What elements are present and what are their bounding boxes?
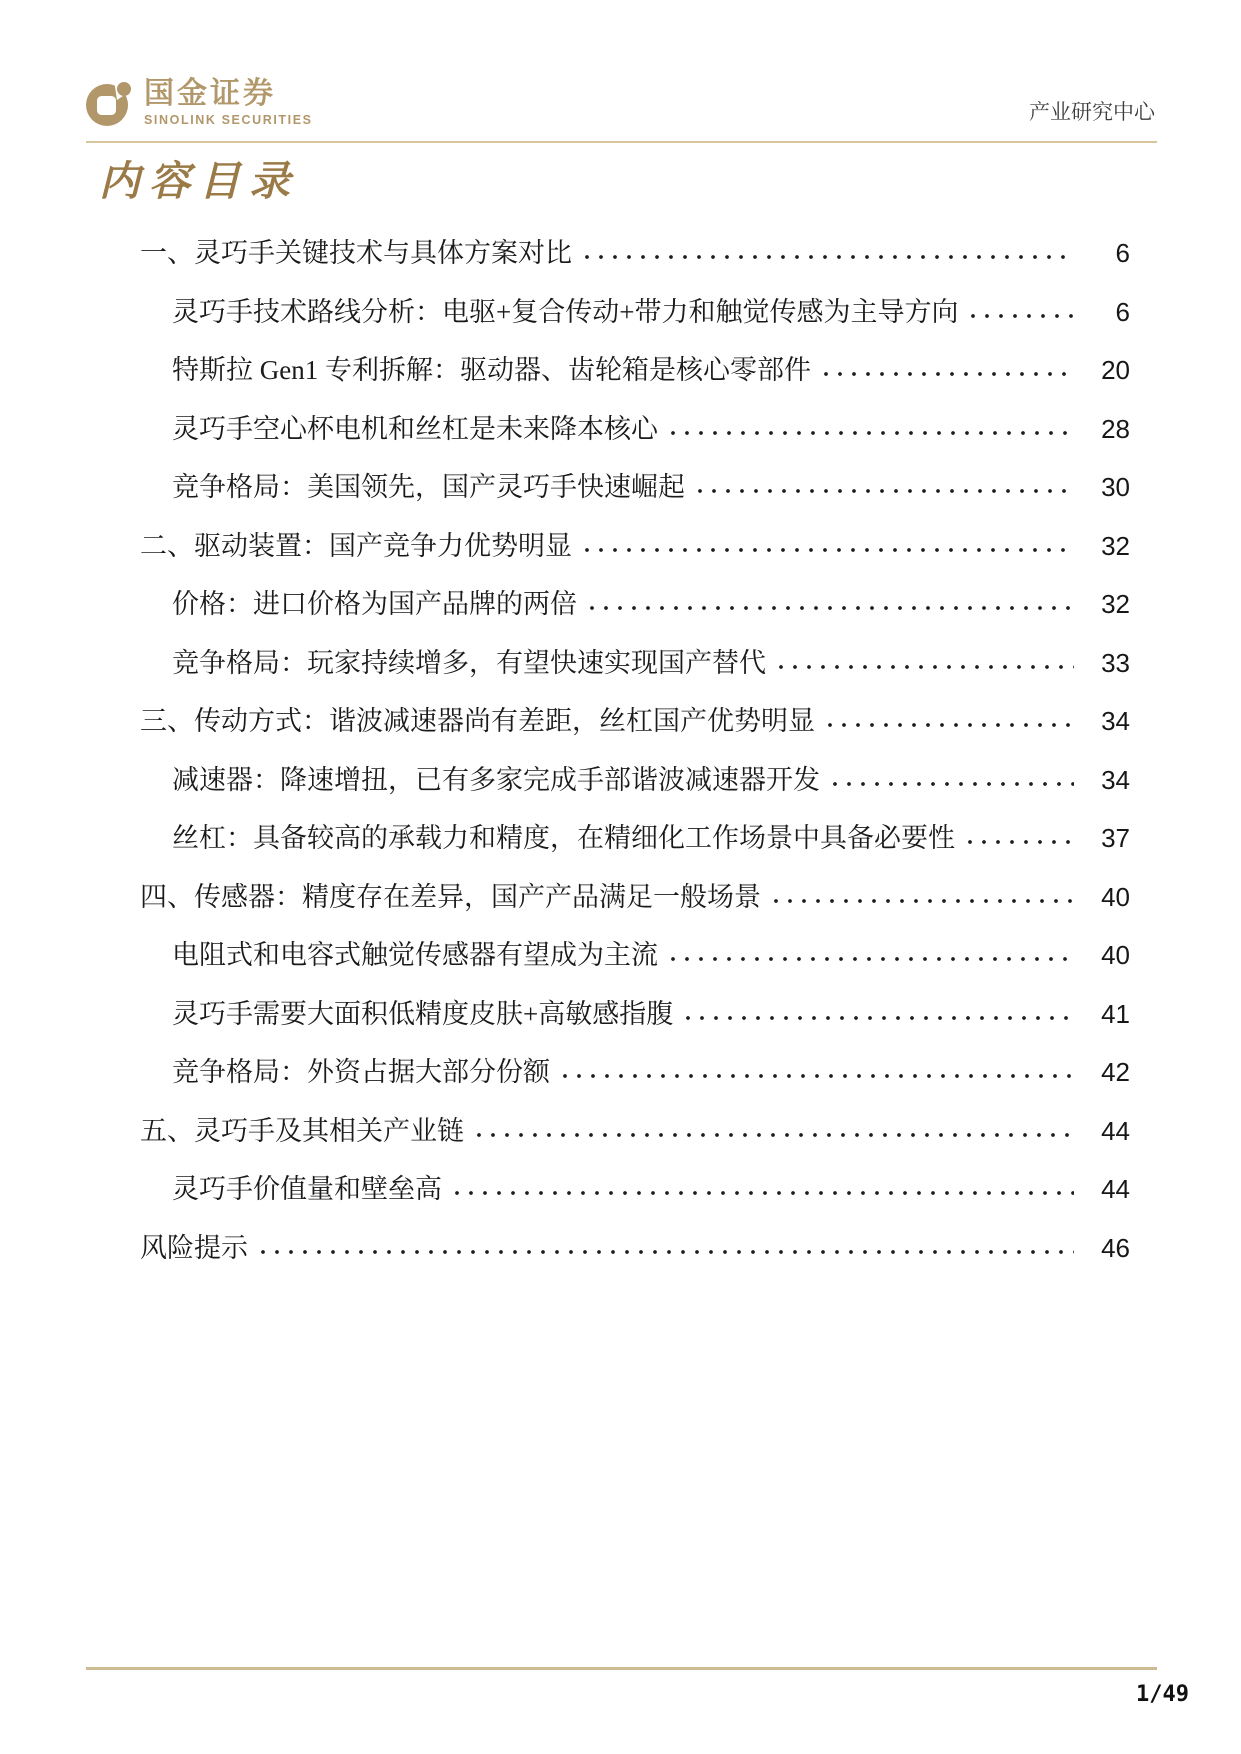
toc-entry[interactable] bbox=[140, 853, 1130, 912]
toc-entry-label: 电阻式和电容式触觉传感器有望成为主流 bbox=[172, 940, 658, 970]
toc-entry-page: 34 bbox=[1101, 764, 1130, 795]
toc-entry-label: 特斯拉 Gen1 专利拆解：驱动器、齿轮箱是核心零部件 bbox=[172, 355, 811, 385]
toc-entry-label: 四、传感器：精度存在差异，国产产品满足一般场景 bbox=[140, 881, 761, 912]
toc-entry[interactable] bbox=[140, 1145, 1130, 1204]
toc-entry[interactable] bbox=[140, 677, 1130, 736]
toc-entry[interactable] bbox=[140, 911, 1130, 970]
toc-entry[interactable] bbox=[140, 1204, 1130, 1263]
footer-divider bbox=[86, 1667, 1157, 1670]
toc-entry-page: 46 bbox=[1101, 1232, 1130, 1263]
dot-leader bbox=[693, 469, 1074, 496]
toc-entry-page: 32 bbox=[1101, 530, 1130, 561]
dot-leader bbox=[769, 879, 1074, 906]
toc-entry-page: 20 bbox=[1101, 355, 1130, 385]
dot-leader bbox=[580, 235, 1074, 262]
toc-entry-page: 32 bbox=[1101, 589, 1130, 619]
toc-entry-page: 28 bbox=[1101, 413, 1130, 444]
toc-entry-page: 41 bbox=[1101, 998, 1130, 1029]
department-label: 产业研究中心 bbox=[1029, 101, 1155, 124]
toc-title: 内容目录 bbox=[99, 158, 299, 204]
dot-leader bbox=[666, 937, 1074, 964]
toc-entry-label: 三、传动方式：谐波减速器尚有差距，丝杠国产优势明显 bbox=[140, 706, 815, 736]
toc-entry[interactable] bbox=[140, 326, 1130, 385]
dot-leader bbox=[828, 762, 1074, 789]
dot-leader bbox=[963, 820, 1074, 847]
page-header bbox=[84, 78, 1155, 134]
brand-name-en: SINOLINK SECURITIES bbox=[144, 113, 313, 128]
toc-entry-page: 44 bbox=[1101, 1174, 1130, 1204]
toc-entry-page: 33 bbox=[1101, 647, 1130, 678]
toc-entry-label: 灵巧手需要大面积低精度皮肤+高敏感指腹 bbox=[172, 998, 674, 1029]
toc-entry-label: 风险提示 bbox=[140, 1232, 248, 1263]
toc-entry[interactable] bbox=[140, 619, 1130, 678]
header-divider bbox=[86, 141, 1157, 143]
toc-entry-label: 灵巧手价值量和壁垒高 bbox=[172, 1174, 442, 1204]
dot-leader bbox=[585, 586, 1074, 613]
toc-entry[interactable] bbox=[140, 1028, 1130, 1087]
toc-entry-label: 竞争格局：外资占据大部分份额 bbox=[172, 1057, 550, 1087]
dot-leader bbox=[256, 1230, 1074, 1257]
dot-leader bbox=[450, 1171, 1074, 1198]
toc-entry[interactable] bbox=[140, 736, 1130, 795]
brand-text bbox=[144, 79, 313, 127]
toc-entry[interactable] bbox=[140, 794, 1130, 853]
toc-entry-page: 34 bbox=[1101, 706, 1130, 736]
toc-entry-page: 42 bbox=[1101, 1057, 1130, 1087]
toc-entry-page: 37 bbox=[1101, 823, 1130, 853]
toc-entry-label: 二、驱动装置：国产竞争力优势明显 bbox=[140, 530, 572, 561]
toc-entry-label: 价格：进口价格为国产品牌的两倍 bbox=[172, 589, 577, 619]
toc-entry-page: 6 bbox=[1115, 238, 1130, 268]
dot-leader bbox=[823, 703, 1074, 730]
toc-entry-label: 丝杠：具备较高的承载力和精度，在精细化工作场景中具备必要性 bbox=[172, 823, 955, 853]
dot-leader bbox=[472, 1113, 1074, 1140]
toc-entry-label: 竞争格局：美国领先，国产灵巧手快速崛起 bbox=[172, 472, 685, 502]
toc-entry[interactable] bbox=[140, 970, 1130, 1029]
toc-entry[interactable] bbox=[140, 502, 1130, 561]
toc-entry-page: 6 bbox=[1115, 296, 1130, 327]
toc-entry-label: 灵巧手空心杯电机和丝杠是未来降本核心 bbox=[172, 413, 658, 444]
toc-entry-label: 一、灵巧手关键技术与具体方案对比 bbox=[140, 238, 572, 268]
toc-entry[interactable] bbox=[140, 560, 1130, 619]
toc-entry-label: 五、灵巧手及其相关产业链 bbox=[140, 1115, 464, 1146]
toc-entry[interactable] bbox=[140, 443, 1130, 502]
brand-name-cn: 国金证券 bbox=[144, 77, 276, 111]
dot-leader bbox=[666, 411, 1074, 438]
toc-entry-label: 灵巧手技术路线分析：电驱+复合传动+带力和触觉传感为主导方向 bbox=[172, 296, 959, 327]
dot-leader bbox=[966, 294, 1074, 321]
toc-list bbox=[140, 209, 1130, 1262]
dot-leader bbox=[580, 528, 1074, 555]
toc-entry-page: 44 bbox=[1101, 1115, 1130, 1146]
dot-leader bbox=[681, 996, 1074, 1023]
dot-leader bbox=[774, 645, 1074, 672]
toc-entry-label: 竞争格局：玩家持续增多，有望快速实现国产替代 bbox=[172, 647, 766, 678]
dot-leader bbox=[558, 1054, 1074, 1081]
toc-entry[interactable] bbox=[140, 385, 1130, 444]
page-number: 1/49 bbox=[1136, 1682, 1189, 1707]
toc-entry[interactable] bbox=[140, 1087, 1130, 1146]
toc-entry-page: 40 bbox=[1101, 881, 1130, 912]
sinolink-logo-icon bbox=[84, 78, 134, 128]
toc-entry[interactable] bbox=[140, 209, 1130, 268]
brand-logo bbox=[84, 78, 313, 128]
dot-leader bbox=[819, 352, 1074, 379]
toc-entry[interactable] bbox=[140, 268, 1130, 327]
toc-entry-page: 40 bbox=[1101, 940, 1130, 970]
toc-entry-page: 30 bbox=[1101, 472, 1130, 502]
toc-entry-label: 减速器：降速增扭，已有多家完成手部谐波减速器开发 bbox=[172, 764, 820, 795]
